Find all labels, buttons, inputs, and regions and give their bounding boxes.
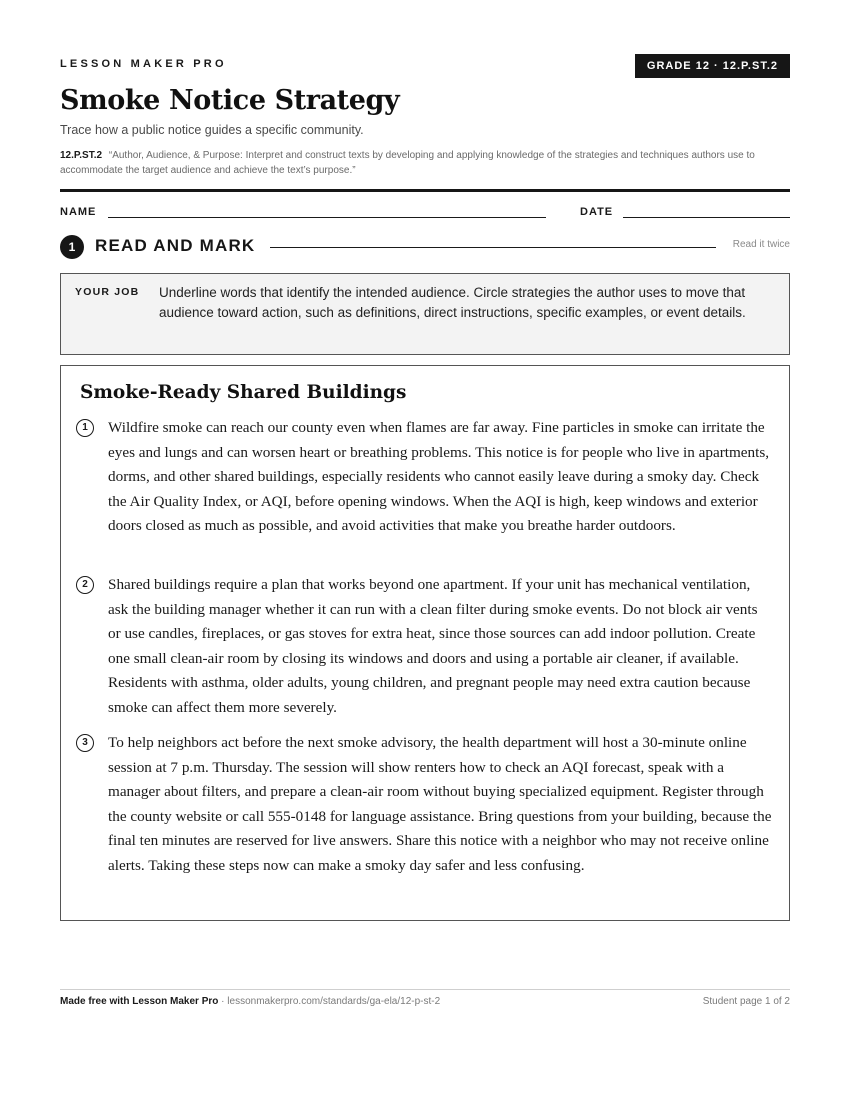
header-divider <box>60 189 790 192</box>
page-title: Smoke Notice Strategy <box>60 85 400 116</box>
brand-name: LESSON MAKER PRO <box>60 58 227 70</box>
date-field[interactable] <box>623 217 790 218</box>
name-label: NAME <box>60 206 97 218</box>
section-rule <box>270 247 716 248</box>
page-number: Student page 1 of 2 <box>702 996 790 1007</box>
section-title: READ AND MARK <box>95 236 256 255</box>
footer-made-with: Made free with Lesson Maker Pro <box>60 996 219 1007</box>
footer-url[interactable]: lessonmakerpro.com/standards/ga-ela/12-p-st-2 <box>227 996 441 1007</box>
passage-title: Smoke-Ready Shared Buildings <box>80 382 407 403</box>
paragraph-text: Shared buildings require a plan that works beyond one apartment. If your unit has mechanical ventilation, ask the building manager whether it can run with a clean filter during smoke events. Do not block air vents or use candles, fireplaces, or gas stoves for extra heat, since those sources can add indoor pollution. Create one small clean-air room by closing its windows and doors and using a portable air cleaner, if available. Residents with asthma, older adults, young children, and pregnant people may need extra caution because smoke can affect them more severely. <box>108 576 758 716</box>
passage-box <box>60 365 790 921</box>
name-field[interactable] <box>108 217 546 218</box>
standard-code: 12.P.ST.2 <box>60 150 103 161</box>
instructions-label: YOUR JOB <box>75 286 140 298</box>
header-bar <box>60 54 790 78</box>
footer-credit <box>60 996 440 1007</box>
paragraph-text: Wildfire smoke can reach our county even when flames are far away. Fine particles in smoke can irritate the eyes and lungs and can worsen heart or breathing problems. This notice is for people who live in apartments, dorms, and other shared buildings, especially residents who cannot easily leave during a smoky day. Check the Air Quality Index, or AQI, before opening windows. When the AQI is high, keep windows and exterior doors closed as much as possible, and avoid activities that make you breathe harder outdoors. <box>108 419 770 534</box>
standard-text: “Author, Audience, & Purpose: Interpret and construct texts by developing and applying knowledge of the strategies and techniques authors use to accommodate the target audience and achieve the text’s purpose.” <box>60 150 755 176</box>
instructions-text: Underline words that identify the intended audience. Circle strategies the author uses to move that audience toward action, such as definitions, direct instructions, specific examples, or event details. <box>159 285 746 320</box>
name-date-row <box>60 206 790 220</box>
footer-separator: · <box>218 996 228 1007</box>
section-number: 1 <box>60 235 84 259</box>
page-subtitle: Trace how a public notice guides a specific community. <box>60 123 364 137</box>
paragraph-number: 3 <box>76 734 94 752</box>
paragraph-number: 2 <box>76 576 94 594</box>
date-label: DATE <box>580 206 614 218</box>
standard-description <box>60 148 790 178</box>
paragraph-text: To help neighbors act before the next smoke advisory, the health department will host a 30-minute online session at 7 p.m. Thursday. The session will show renters how to check an AQI forecast, speak with a manager about filters, and prepare a clean-air room without buying specialized equipment. Register through the county website or call 555-0148 for language assistance. Bring questions from your building, because the final ten minutes are reserved for live answers. Share this notice with a neighbor who may not receive online alerts. Taking these steps now can make a smoky day safer and less confusing. <box>108 734 772 874</box>
grade-badge: GRADE 12 · 12.P.ST.2 <box>635 54 790 78</box>
footer-divider <box>60 989 790 990</box>
instructions-box <box>60 273 790 355</box>
section-hint: Read it twice <box>732 239 790 250</box>
section-header <box>60 234 790 258</box>
paragraph-number: 1 <box>76 419 94 437</box>
